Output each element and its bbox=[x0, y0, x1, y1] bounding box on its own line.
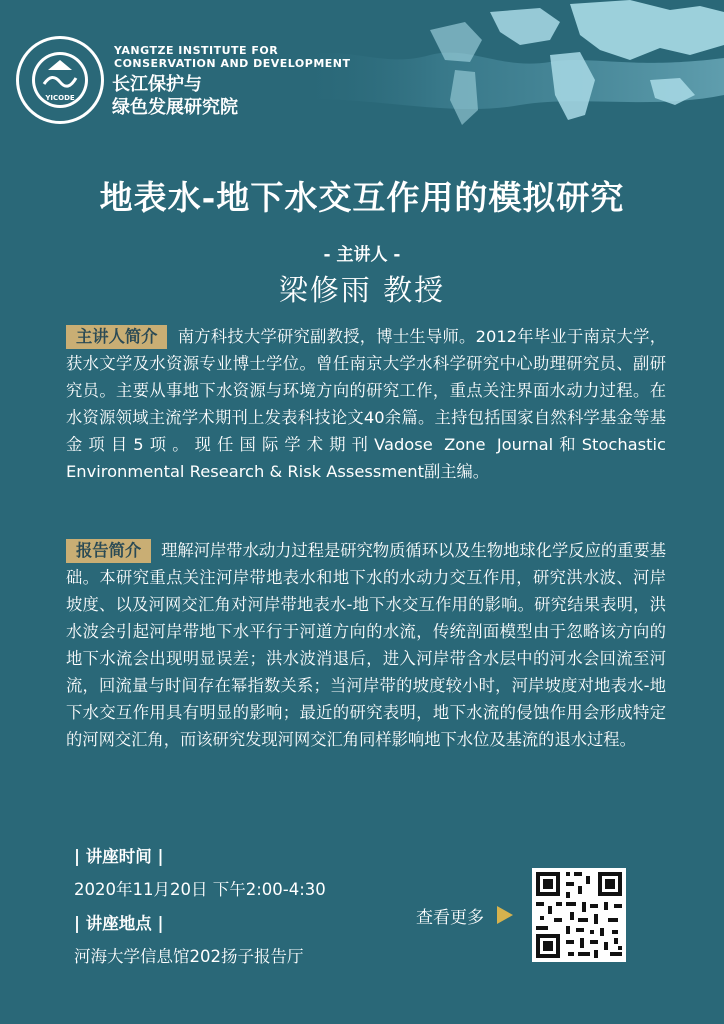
speaker-bio bbox=[66, 323, 666, 485]
lecture-title: 地表水-地下水交互作用的模拟研究 bbox=[99, 178, 625, 217]
speaker-label: - 主讲人 - bbox=[323, 245, 401, 265]
lecture-place-value: 河海大学信息馆202扬子报告厅 bbox=[74, 947, 304, 966]
qr-code-icon[interactable] bbox=[532, 868, 626, 962]
logo-text: YICODE bbox=[45, 94, 75, 102]
bio-text: 南方科技大学研究副教授，博士生导师。2012年毕业于南京大学，获水文学及水资源专业博士学位。曾任南京大学水科学研究中心助理研究员、副研究员。主要从事地下水资源与环境方向的研究工作，重点关注界面水动力过程。在水资源领域主流学术期刊上发表科技论文40余篇。主持包括国家自然科学基金等基金项目5项。现任国际学术期刊Vadose Zone Journal和Stochastic Environmental Research & Risk Assessment副主编。 bbox=[66, 327, 666, 481]
see-more-label[interactable]: 查看更多 bbox=[416, 908, 484, 928]
bio-tag: 主讲人简介 bbox=[66, 325, 167, 349]
institute-name-zh bbox=[112, 73, 238, 119]
world-map-graphic bbox=[250, 0, 724, 150]
institute-name-en bbox=[114, 44, 351, 70]
report-abstract bbox=[66, 537, 666, 753]
institute-name-en-line2: CONSERVATION AND DEVELOPMENT bbox=[114, 57, 351, 70]
abstract-tag: 报告简介 bbox=[66, 539, 151, 563]
institute-name-en-line1: YANGTZE INSTITUTE FOR bbox=[114, 44, 279, 57]
institute-name-zh-line2: 绿色发展研究院 bbox=[112, 97, 238, 118]
lecture-time-value: 2020年11月20日 下午2:00-4:30 bbox=[74, 880, 326, 899]
institute-name-zh-line1: 长江保护与 bbox=[112, 74, 202, 95]
abstract-text: 理解河岸带水动力过程是研究物质循环以及生物地球化学反应的重要基础。本研究重点关注河岸带地表水和地下水的水动力交互作用，研究洪水波、河岸坡度、以及河网交汇角对河岸带地表水-地下水交互作用的影响。研究结果表明，洪水波会引起河岸带地下水平行于河道方向的水流，传统剖面模型由于忽略该方向的地下水流会出现明显误差；洪水波消退后，进入河岸带含水层中的河水会回流至河流，回流量与时间存在幂指数关系；当河岸带的坡度较小时，河岸坡度对地表水-地下水交互作用具有明显的影响；最近的研究表明，地下水流的侵蚀作用会形成特定的河网交汇角，而该研究发现河网交汇角同样影响地下水位及基流的退水过程。 bbox=[66, 541, 666, 749]
lecture-place-label: | 讲座地点 | bbox=[74, 914, 164, 933]
play-arrow-icon bbox=[497, 906, 513, 924]
lecture-time-label: | 讲座时间 | bbox=[74, 847, 164, 866]
institute-logo bbox=[14, 34, 106, 126]
speaker-name: 梁修雨 教授 bbox=[278, 273, 446, 307]
